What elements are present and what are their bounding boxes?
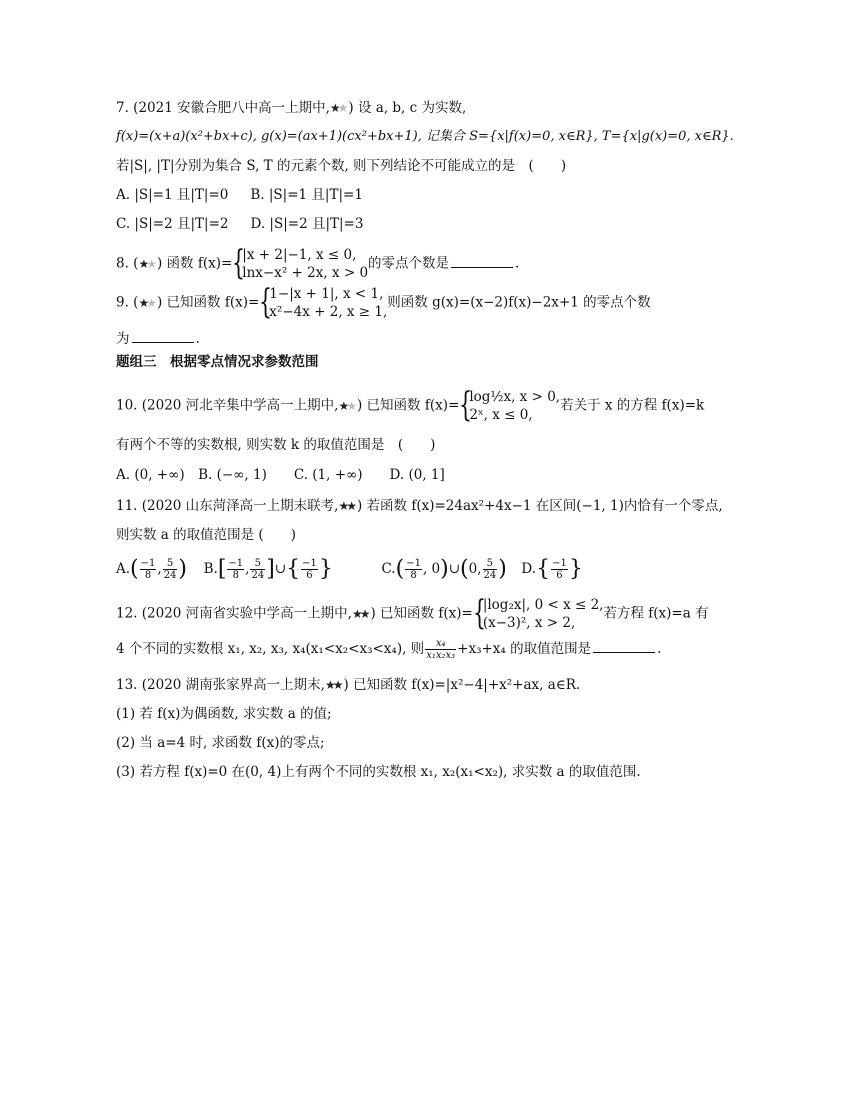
q12-piecewise: { |log₂x|, 0 < x ≤ 2, (x−3)², x > 2, (472, 593, 604, 633)
q12-fraction: $\frac{\text{x₄}}{\text{x₁x₂x₃}}$ (426, 638, 456, 661)
q12-line2: 4 个不同的实数根 x₁, x₂, x₃, x₄(x₁<x₂<x₃<x₄), 则 $\frac{\text{x₄}}{\text{x₁x₂x₃}}$ +x₃+x₄ 的取值范围是 . (116, 638, 662, 661)
q8-piecewise: { |x + 2|−1, x ≤ 0, lnx−x² + 2x, x > 0 (232, 243, 369, 283)
q13-part2: (2) 当 a=4 时, 求函数 f(x)的零点; (116, 735, 325, 751)
q9-line2: 为 . (116, 328, 200, 349)
difficulty-star-icon: ★★ (338, 499, 354, 513)
q9-answer-blank[interactable] (132, 328, 194, 343)
group3-heading: 题组三 根据零点情况求参数范围 (116, 354, 319, 370)
q11-option-d: D.{ $\frac{-1}{6}$ } (521, 556, 583, 582)
q11-line2: 则实数 a 的取值范围是 ( ) (116, 527, 296, 543)
q11-option-a: A.( $\frac{-1}{8}$ , $\frac{5}{24}$ ) (116, 556, 188, 582)
q9-line: 9. (★★ ) 已知函数 f(x)= { 1−|x + 1|, x < 1, x²−4x + 2, x ≥ 1, 则函数 g(x)=(x−2)f(x)−2x+1 的零点个数 (116, 282, 651, 322)
q10-line2: 有两个不等的实数根, 则实数 k 的取值范围是 ( ) (116, 437, 436, 453)
q11-options (116, 558, 583, 581)
difficulty-star-icon: ★★ (138, 295, 154, 310)
q9-piecewise: { 1−|x + 1|, x < 1, x²−4x + 2, x ≥ 1, (259, 282, 388, 322)
q11-option-b: B.[ $\frac{-1}{8}$ , $\frac{5}{24}$ ]∪{ $\frac{-1}{6}$ } (203, 556, 333, 582)
difficulty-star-icon: ★★ (338, 398, 354, 413)
difficulty-star-icon: ★★ (351, 606, 368, 621)
q13-part1: (1) 若 f(x)为偶函数, 求实数 a 的值; (116, 706, 332, 722)
q12-line: 12. (2020 河南省实验中学高一上期中,★★ ) 已知函数 f(x)= { |log₂x|, 0 < x ≤ 2, (x−3)², x > 2, 若方程 f(x)=a 有 (116, 593, 709, 633)
q11-option-c: C.( $\frac{-1}{8}$ , 0)∪(0, $\frac{5}{24}$ ) (381, 556, 507, 582)
q10-options: A. (0, +∞) B. (−∞, 1) C. (1, +∞) D. (0, 1] (116, 467, 445, 483)
q7-options-row2 (116, 214, 363, 234)
q11-line: 11. (2020 山东菏泽高一上期末联考,★★ ) 若函数 f(x)=24ax²+4x−1 在区间(−1, 1)内恰有一个零点, (116, 498, 723, 514)
q12-answer-blank[interactable] (593, 638, 655, 653)
q7-line3: 若|S|, |T|分别为集合 S, T 的元素个数, 则下列结论不可能成立的是 ( ) (116, 158, 567, 174)
q7-option-c: C. |S|=2 且|T|=2 (116, 216, 229, 232)
q10-line: 10. (2020 河北辛集中学高一上期中,★★ ) 已知函数 f(x)= { log½x, x > 0, 2ˣ, x ≤ 0, 若关于 x 的方程 f(x)=k (116, 385, 705, 425)
q8-answer-blank[interactable] (451, 253, 513, 268)
q7-option-a: A. |S|=1 且|T|=0 (116, 187, 229, 203)
q7-line1: 7. (2021 安徽合肥八中高一上期中,★★ ) 设 a, b, c 为实数, (116, 100, 467, 116)
q8-line: 8. (★★ ) 函数 f(x)= { |x + 2|−1, x ≤ 0, lnx−x² + 2x, x > 0 的零点个数是 . (116, 243, 520, 283)
q10-piecewise: { log½x, x > 0, 2ˣ, x ≤ 0, (459, 385, 561, 425)
q13-part3: (3) 若方程 f(x)=0 在(0, 4)上有两个不同的实数根 x₁, x₂(x₁<x₂), 求实数 a 的取值范围. (116, 764, 641, 780)
difficulty-star-icon: ★★ (329, 101, 346, 115)
q7-options-row1 (116, 185, 363, 205)
q7-option-b: B. |S|=1 且|T|=1 (250, 187, 363, 203)
difficulty-star-icon: ★★ (324, 678, 341, 692)
difficulty-star-icon: ★★ (138, 256, 154, 271)
q7-option-d: D. |S|=2 且|T|=3 (250, 216, 364, 232)
q7-line2: f(x)=(x+a)(x²+bx+c), g(x)=(ax+1)(cx²+bx+1), 记集合 S={x|f(x)=0, x∈R}, T={x|g(x)=0, x∈R}. (116, 129, 734, 144)
q13-line: 13. (2020 湖南张家界高一上期末,★★ ) 已知函数 f(x)=|x²−4|+x²+ax, a∈R. (116, 677, 581, 693)
